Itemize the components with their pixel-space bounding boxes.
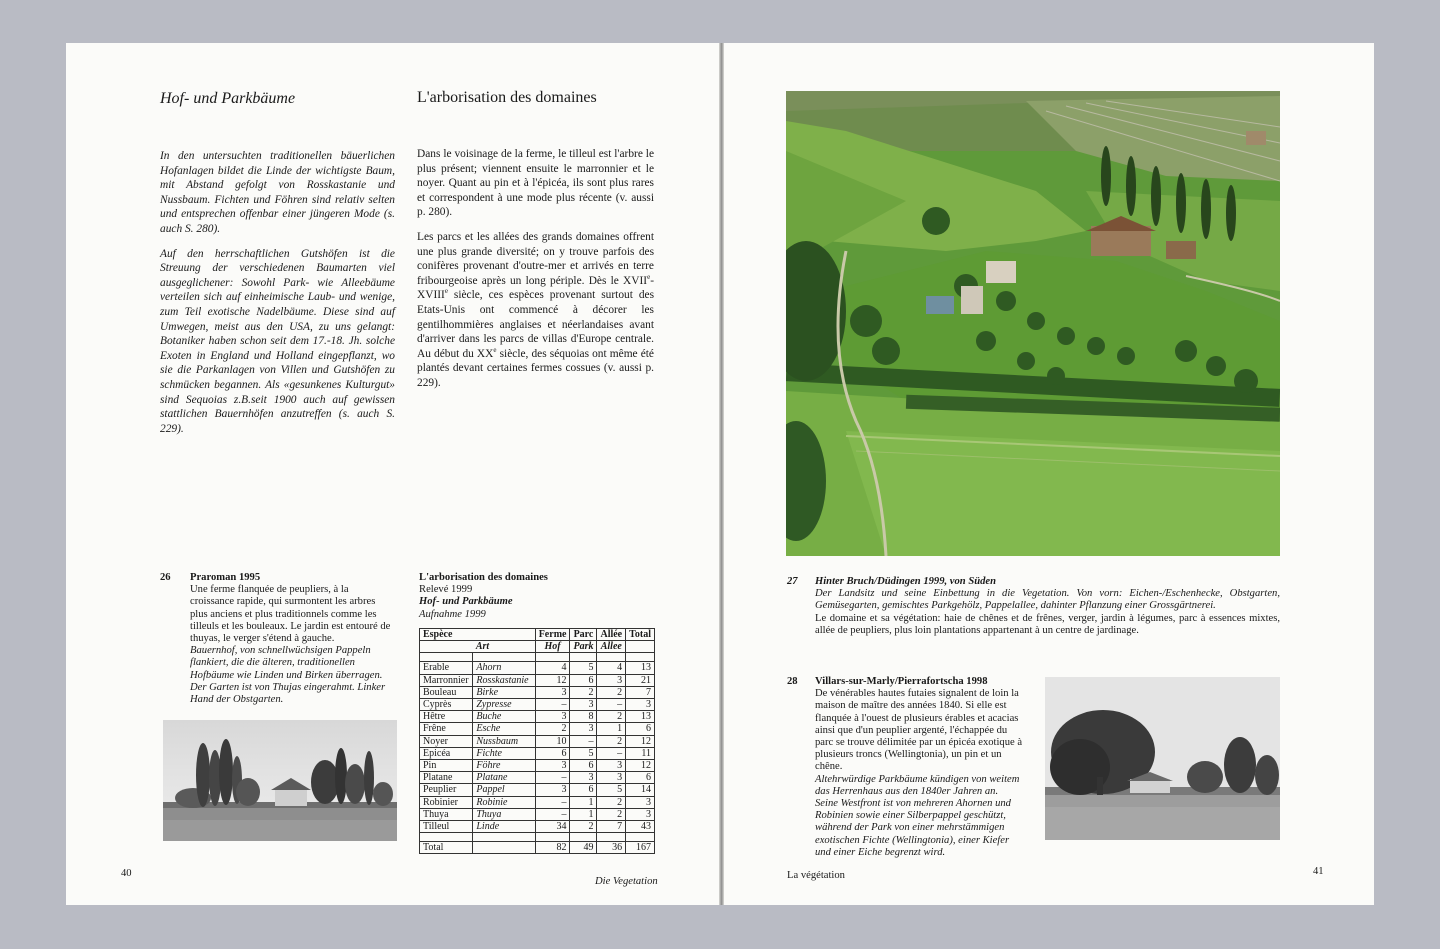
tree-species-table bbox=[419, 628, 655, 854]
count-total: 11 bbox=[626, 747, 655, 759]
species-fr: Erable bbox=[420, 662, 473, 674]
count-total: 7 bbox=[626, 686, 655, 698]
species-de: Pappel bbox=[473, 784, 535, 796]
header-park: Park bbox=[570, 641, 597, 653]
table-row bbox=[420, 747, 655, 759]
table-row bbox=[420, 686, 655, 698]
count-ferme: 4 bbox=[535, 662, 570, 674]
count-allee: 5 bbox=[597, 784, 626, 796]
species-fr: Pin bbox=[420, 760, 473, 772]
header-total: Total bbox=[626, 629, 655, 641]
aerial-estate-image bbox=[786, 91, 1280, 556]
count-ferme: – bbox=[535, 808, 570, 820]
count-total: 21 bbox=[626, 674, 655, 686]
header-ferme: Ferme bbox=[535, 629, 570, 641]
table-title: L'arborisation des domaines bbox=[419, 572, 548, 583]
page-number-right: 41 bbox=[1313, 866, 1324, 877]
count-ferme: 3 bbox=[535, 784, 570, 796]
table-row bbox=[420, 784, 655, 796]
count-allee: 2 bbox=[597, 796, 626, 808]
header-allee: Allée bbox=[597, 629, 626, 641]
species-fr: Frêne bbox=[420, 723, 473, 735]
count-ferme: 34 bbox=[535, 821, 570, 833]
count-parc: 3 bbox=[570, 723, 597, 735]
fig27-text-fr: Le domaine et sa végétation: haie de chênes et de frênes, verger, jardin à légumes, parc à essences mixtes, allée de peupliers, plus loin plantations appartenant à un centre de jardinage. bbox=[815, 612, 1280, 636]
fig27-caption bbox=[815, 576, 1280, 637]
count-parc: 2 bbox=[570, 821, 597, 833]
fig27-number: 27 bbox=[787, 576, 798, 587]
species-de: Föhre bbox=[473, 760, 535, 772]
count-parc: 6 bbox=[570, 760, 597, 772]
fig26-number: 26 bbox=[160, 572, 171, 583]
count-total: 12 bbox=[626, 735, 655, 747]
count-parc: 5 bbox=[570, 662, 597, 674]
count-parc: 8 bbox=[570, 711, 597, 723]
table-total-row bbox=[420, 842, 655, 854]
count-ferme: – bbox=[535, 796, 570, 808]
species-fr: Bouleau bbox=[420, 686, 473, 698]
header-art: Art bbox=[473, 641, 535, 653]
count-parc: – bbox=[570, 735, 597, 747]
table-subtitle-de: Aufnahme 1999 bbox=[419, 608, 486, 620]
table-row bbox=[420, 723, 655, 735]
count-allee: – bbox=[597, 699, 626, 711]
table-subtitle-fr: Relevé 1999 bbox=[419, 584, 473, 596]
fig28-text-de: Altehrwürdige Parkbäume kündigen von weitem das Herrenhaus aus den 1840er Jahren an. Seine Westfront ist von mehreren Ahornen und Robinien sowie einer Silberpappel geschützt, während der Park von einer mehrstämmigen exotischen Fichte (Wellingtonia), einer Kiefer und einer Eiche begrenzt wird. bbox=[815, 773, 1020, 858]
count-allee: 2 bbox=[597, 711, 626, 723]
species-de: Fichte bbox=[473, 747, 535, 759]
fig28-photo bbox=[1045, 677, 1280, 840]
species-de: Ahorn bbox=[473, 662, 535, 674]
count-total: 13 bbox=[626, 711, 655, 723]
manor-trees-image bbox=[1045, 677, 1280, 840]
count-allee: 3 bbox=[597, 760, 626, 772]
count-allee: 2 bbox=[597, 735, 626, 747]
species-fr: Robinier bbox=[420, 796, 473, 808]
count-ferme: 10 bbox=[535, 735, 570, 747]
page-number-left: 40 bbox=[121, 868, 132, 879]
table-header-row-de bbox=[420, 641, 655, 653]
header-parc: Parc bbox=[570, 629, 597, 641]
count-total: 3 bbox=[626, 796, 655, 808]
paragraph-de-1: In den untersuchten traditionellen bäuerlichen Hofanlagen bildet die Linde der wichtigste Baum, mit Abstand gefolgt von Rosskastanie und Nussbaum. Fichten und Föhren sind relativ selten und entsprechen offenbar einer jüngeren Mode (s. auch S. 280). bbox=[160, 150, 395, 235]
fig28-caption bbox=[815, 676, 1023, 859]
table-row bbox=[420, 674, 655, 686]
total-label: Total bbox=[420, 842, 473, 854]
count-allee: 2 bbox=[597, 686, 626, 698]
species-fr: Cyprès bbox=[420, 699, 473, 711]
fig27-aerial-photo bbox=[786, 91, 1280, 556]
fig28-text-fr: De vénérables hautes futaies signalent de loin la maison de maître des années 1840. Si elle est flanquée à l'ouest de plusieurs érables et acacias ainsi que d'un peuplier argenté, l'échappée du parc se trouve délimitée par un épicéa exotique à plusieurs troncs (Wellingtonia), un pin et un chêne. bbox=[815, 688, 1023, 773]
species-de: Rosskastanie bbox=[473, 674, 535, 686]
species-fr: Epicéa bbox=[420, 747, 473, 759]
heading-fr: L'arborisation des domaines bbox=[417, 89, 597, 106]
fig26-title: Praroman 1995 bbox=[190, 572, 261, 583]
text-column-fr bbox=[417, 147, 654, 401]
count-total: 14 bbox=[626, 784, 655, 796]
count-allee: 4 bbox=[597, 662, 626, 674]
heading-de: Hof- und Parkbäume bbox=[160, 90, 296, 107]
table-row bbox=[420, 760, 655, 772]
count-allee: 3 bbox=[597, 674, 626, 686]
table-row bbox=[420, 735, 655, 747]
table-row bbox=[420, 711, 655, 723]
header-allee-de: Allee bbox=[597, 641, 626, 653]
total-allee: 36 bbox=[597, 842, 626, 854]
species-de: Robinie bbox=[473, 796, 535, 808]
table-row bbox=[420, 662, 655, 674]
species-fr: Platane bbox=[420, 772, 473, 784]
table-row bbox=[420, 796, 655, 808]
count-ferme: 2 bbox=[535, 723, 570, 735]
header-hof: Hof bbox=[535, 641, 570, 653]
count-parc: 1 bbox=[570, 808, 597, 820]
book-gutter bbox=[719, 43, 724, 905]
count-total: 12 bbox=[626, 760, 655, 772]
species-fr: Peuplier bbox=[420, 784, 473, 796]
count-parc: 1 bbox=[570, 796, 597, 808]
count-allee: 7 bbox=[597, 821, 626, 833]
fig26-photo bbox=[163, 720, 397, 841]
species-de: Nussbaum bbox=[473, 735, 535, 747]
count-ferme: 12 bbox=[535, 674, 570, 686]
species-de: Birke bbox=[473, 686, 535, 698]
count-total: 3 bbox=[626, 699, 655, 711]
count-allee: – bbox=[597, 747, 626, 759]
paragraph-fr-2: Les parcs et les allées des grands domaines offrent une plus grande diversité; on y trouve parfois des conifères provenant d'outre-mer et arrivés en terre fribourgeoise après un long périple. Dès le XVIIe-XVIIIe siècle, ces espèces provenant surtout des Etats-Unis ont commencé à décorer les gentilhommières anglaises et néerlandaises avant d'arriver dans les parcs de villas d'Europe centrale. Au début du XXe siècle, des séquoias ont même été plantés devant certaines fermes cossues (v. aussi p. 229). bbox=[417, 230, 654, 389]
fig28-title: Villars-sur-Marly/Pierrafortscha 1998 bbox=[815, 676, 988, 687]
table-row bbox=[420, 699, 655, 711]
count-parc: 3 bbox=[570, 699, 597, 711]
count-ferme: 6 bbox=[535, 747, 570, 759]
count-allee: 1 bbox=[597, 723, 626, 735]
count-total: 6 bbox=[626, 772, 655, 784]
count-total: 6 bbox=[626, 723, 655, 735]
table-header-row bbox=[420, 629, 655, 641]
count-parc: 5 bbox=[570, 747, 597, 759]
total-ferme: 82 bbox=[535, 842, 570, 854]
count-parc: 6 bbox=[570, 674, 597, 686]
species-fr: Marronnier bbox=[420, 674, 473, 686]
count-parc: 2 bbox=[570, 686, 597, 698]
species-de: Zypresse bbox=[473, 699, 535, 711]
species-de: Buche bbox=[473, 711, 535, 723]
count-ferme: – bbox=[535, 772, 570, 784]
table-title-de: Hof- und Parkbäume bbox=[419, 596, 513, 608]
count-allee: 2 bbox=[597, 808, 626, 820]
species-de: Linde bbox=[473, 821, 535, 833]
species-de: Thuya bbox=[473, 808, 535, 820]
farm-poplars-image bbox=[163, 720, 397, 841]
table-caption bbox=[419, 572, 548, 621]
paragraph-fr-1: Dans le voisinage de la ferme, le tilleul est l'arbre le plus présent; viennent ensuite le marronnier et le noyer. Quant au pin et à l'épicéa, ils sont plus rares et correspondent à une mode plus récente (v. aussi p. 280). bbox=[417, 148, 654, 219]
header-espece: Espèce bbox=[420, 629, 473, 641]
species-de: Esche bbox=[473, 723, 535, 735]
total-parc: 49 bbox=[570, 842, 597, 854]
text-column-de bbox=[160, 149, 395, 446]
table-row bbox=[420, 821, 655, 833]
species-fr: Thuya bbox=[420, 808, 473, 820]
count-ferme: – bbox=[535, 699, 570, 711]
count-ferme: 3 bbox=[535, 711, 570, 723]
count-allee: 3 bbox=[597, 772, 626, 784]
species-fr: Tilleul bbox=[420, 821, 473, 833]
fig26-text-fr: Une ferme flanquée de peupliers, à la croissance rapide, qui surmontent les arbres plus anciens et plus traditionnels comme les tilleuls et les bouleaux. Le jardin est entouré de thuyas, le verger s'étend à gauche. bbox=[190, 584, 391, 645]
table-row bbox=[420, 808, 655, 820]
species-de: Platane bbox=[473, 772, 535, 784]
count-parc: 3 bbox=[570, 772, 597, 784]
footer-left: Die Vegetation bbox=[595, 876, 658, 887]
fig26-text-de: Bauernhof, von schnellwüchsigen Pappeln flankiert, die die älteren, traditionellen Hofbäume wie Linden und Birken überragen. Der Garten ist von Thujas eingerahmt. Linker Hand der Obstgarten. bbox=[190, 645, 386, 706]
fig27-text-de: Der Landsitz und seine Einbettung in die Vegetation. Von vorn: Eichen-/Eschenhecke, Obstgarten, Gemüsegarten, gemischtes Parkgehölz, Pappelallee, dahinter Pflanzung einer Grossgärtnerei. bbox=[815, 588, 1280, 612]
count-ferme: 3 bbox=[535, 760, 570, 772]
count-total: 43 bbox=[626, 821, 655, 833]
paragraph-de-2: Auf den herrschaftlichen Gutshöfen ist die Streuung der verschiedenen Baumarten viel ausgeglichener: Sowohl Park- wie Alleebäume verteilen sich auf einheimische Laub- und wenige, zum Teil exotische Nadelbäume. Diese sind auf Umwegen, meist aus den USA, zu uns gelangt: Botaniker haben schon seit dem 17.-18. Jh. solche Exoten in England und Holland eingepflanzt, wo sie die Parkanlagen von Villen und Gutshöfen zu schmücken begannen. Als «gesunkenes Kulturgut» sind Sequoias z.B.seit 1900 auch auf gewissen stattlichen Bauernhöfen anzutreffen (s. auch S. 229). bbox=[160, 247, 395, 435]
count-total: 3 bbox=[626, 808, 655, 820]
count-total: 13 bbox=[626, 662, 655, 674]
total-total: 167 bbox=[626, 842, 655, 854]
table-row bbox=[420, 772, 655, 784]
count-parc: 6 bbox=[570, 784, 597, 796]
species-fr: Noyer bbox=[420, 735, 473, 747]
fig28-number: 28 bbox=[787, 676, 798, 687]
fig26-caption bbox=[190, 572, 395, 706]
species-fr: Hêtre bbox=[420, 711, 473, 723]
footer-right: La végétation bbox=[787, 870, 845, 881]
count-ferme: 3 bbox=[535, 686, 570, 698]
fig27-title: Hinter Bruch/Düdingen 1999, von Süden bbox=[815, 576, 997, 587]
